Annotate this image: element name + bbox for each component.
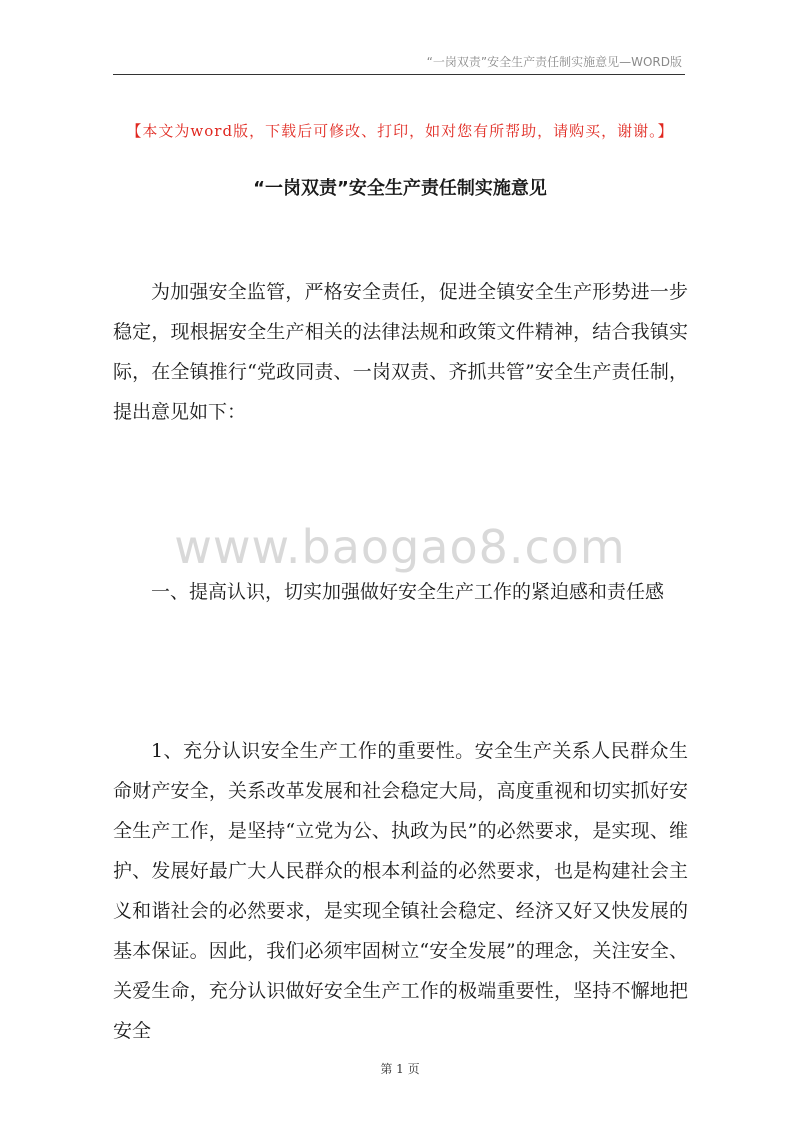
body-paragraph-1: 1、充分认识安全生产工作的重要性。安全生产关系人民群众生命财产安全，关系改革发展和社会稳定大局，高度重视和切实抓好安全生产工作，是坚持“立党为公、执政为民”的必然要求，是实现、维护、发展好最广大人民群众的根本利益的必然要求，也是构建社会主义和谐社会的必然要求，是实现全镇社会稳定、经济又好又快发展的基本保证。因此，我们必须牢固树立“安全发展”的理念，关注安全、关爱生命，充分认识做好安全生产工作的极端重要性，坚持不懈地把安全 xyxy=(113,740,688,1042)
section-heading-1: 一、提高认识，切实加强做好安全生产工作的紧迫感和责任感 xyxy=(151,581,665,603)
header-divider xyxy=(113,74,685,75)
running-header: “一岗双责”安全生产责任制实施意见—WORD版 xyxy=(426,55,682,69)
download-notice: 【本文为word版，下载后可修改、打印，如对您有所帮助，请购买，谢谢。】 xyxy=(126,122,674,140)
intro-paragraph: 为加强安全监管，严格安全责任，促进全镇安全生产形势进一步稳定，现根据安全生产相关的法律法规和政策文件精神，结合我镇实际，在全镇推行“党政同责、一岗双责、齐抓共管”安全生产责任制，提出意见如下： xyxy=(113,281,688,423)
document-title: “一岗双责”安全生产责任制实施意见 xyxy=(253,178,547,199)
watermark: www.baogao8.com xyxy=(174,520,626,574)
page-number: 第 1 页 xyxy=(380,1062,420,1076)
